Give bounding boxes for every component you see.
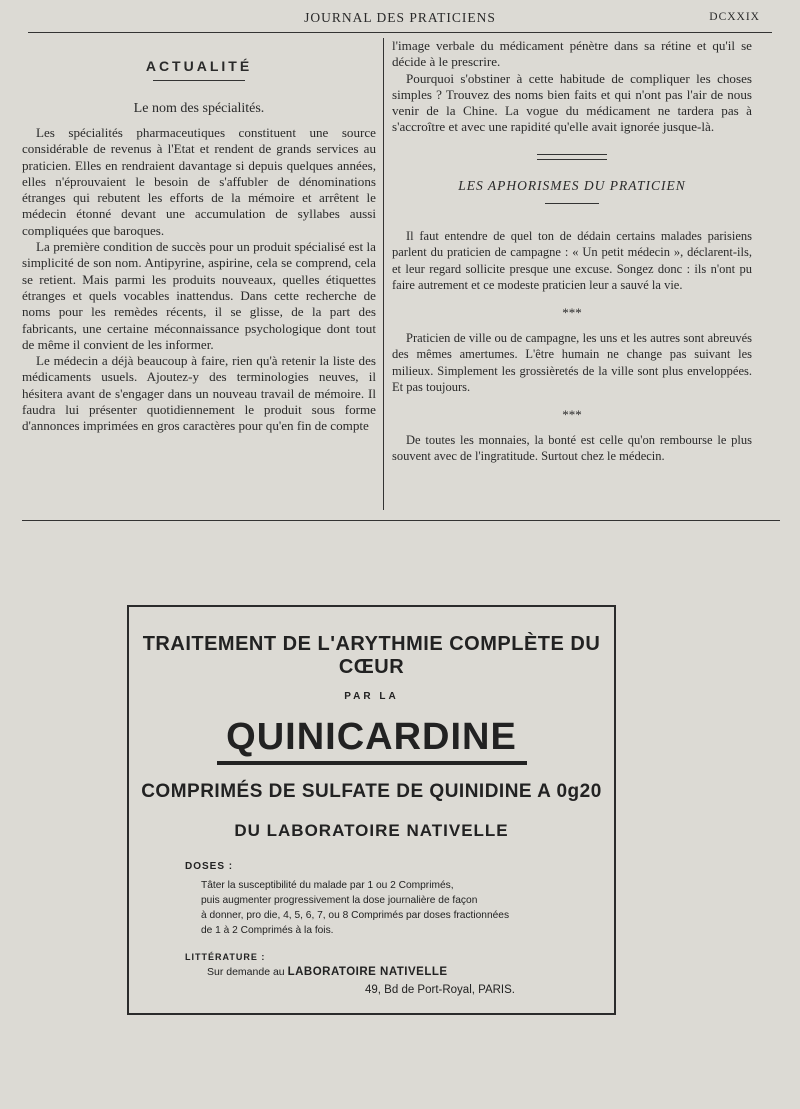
ad-laboratory: DU LABORATOIRE NATIVELLE (234, 821, 509, 840)
ad-dose-line: de 1 à 2 Comprimés à la fois. (201, 925, 334, 936)
header-rule (28, 32, 772, 33)
ad-product-name: QUINICARDINE (226, 716, 517, 758)
ad-dose-line: à donner, pro die, 4, 5, 6, 7, ou 8 Comprimés par doses fractionnées (201, 910, 510, 921)
quinicardine-advertisement (127, 605, 616, 1015)
ad-address: 49, Bd de Port-Royal, PARIS. (365, 984, 515, 996)
aphorisms-title-rule (545, 203, 599, 204)
ad-dose-line: Tâter la susceptibilité du malade par 1 ou 2 Comprimés, (201, 880, 454, 891)
aphorisms-title: LES APHORISMES DU PRATICIEN (458, 177, 686, 193)
ad-product-underline (217, 761, 527, 765)
ad-literature-label: LITTÉRATURE : (185, 952, 266, 962)
kicker-rule (153, 80, 245, 81)
ad-literature-line (207, 966, 614, 978)
left-column (22, 38, 376, 435)
article-continuation: l'image verbale du médicament pénètre dans sa rétine et qu'il se décide à le prescrire. (392, 38, 752, 70)
text-bottom-rule (22, 520, 780, 521)
page-number: DCXXIX (709, 11, 760, 23)
aphorism: Il faut entendre de quel ton de dédain certains malades parisiens parlent du praticien de campagne : « Un petit médecin », déclarent-ils, et leur regard sollicite presque une excuse. Songez donc : ils n'ont pu faire autrement et ce modeste praticien leur a sauvé la vie. (392, 228, 752, 293)
right-column (392, 38, 752, 465)
ad-literature-prefix: Sur demande au (207, 966, 285, 978)
ad-doses-block (185, 861, 614, 996)
article-paragraph: La première condition de succès pour un produit spécialisé est la simplicité de son nom. Antipyrine, aspirine, cela se comprend, cela se retient. Mais parmi les produits nouveaux, quelles étiquettes étranges et quels vocables inattendus. Dans cette recherche de noms pour les remèdes récents, il se glisse, de la part des fabricants, une certaine méconnaissance psychologique dont tout de même il convient de les informer. (22, 239, 376, 352)
journal-title: JOURNAL DES PRATICIENS (304, 10, 496, 25)
ad-doses-label: DOSES : (185, 861, 234, 872)
aphorism: Praticien de ville ou de campagne, les uns et les autres sont abreuvés des mêmes amertumes. L'être humain ne change pas suivant les milieux. Simplement les grossièretés de la ville sont plus enveloppées. Et pas toujours. (392, 330, 752, 395)
aphorism: De toutes les monnaies, la bonté est celle qu'on rembourse le plus souvent avec de l'ingratitude. Surtout chez le médecin. (392, 432, 752, 464)
article-paragraph: Les spécialités pharmaceutiques constituent une source considérable de revenus à l'Etat et rendent de grands services au praticien. Elles en rendraient davantage si depuis quelques années, elles n'éprouvaient le besoin de s'affubler de dénominations étranges qui rebutent les efforts de la mémoire et arrêtent le médecin étonné devant une accumulation de syllabes aussi compliquées que baroques. (22, 125, 376, 238)
article-paragraph: Pourquoi s'obstiner à cette habitude de compliquer les choses simples ? Trouvez des noms bien faits et qui n'ont pas l'air de nous venir de la Chine. La vogue du médicament ne tardera pas à s'accroître et avec une rapidité qu'elle avait ignorée jusque-là. (392, 70, 752, 135)
article-title: Le nom des spécialités. (133, 101, 265, 116)
ad-formula: COMPRIMÉS DE SULFATE DE QUINIDINE A 0g20 (141, 781, 602, 802)
ad-doses-text (201, 878, 614, 938)
article-paragraph: Le médecin a déjà beaucoup à faire, rien qu'à retenir la liste des médicaments usuels. Ajoutez-y des terminologies neuves, il hésitera avant de s'engager dans un nouveau travail de mémoire. Il faudra lui présenter quotidiennement le produit sous forme d'annonces imprimées en gros caractères pour qu'en fin de compte (22, 353, 376, 434)
asterism: *** (562, 406, 582, 422)
ad-literature-lab: LABORATOIRE NATIVELLE (287, 966, 448, 978)
section-kicker: ACTUALITÉ (145, 58, 253, 74)
ad-par-la: PAR LA (344, 691, 399, 702)
column-divider (383, 38, 384, 510)
ad-headline: TRAITEMENT DE L'ARYTHMIE COMPLÈTE DU CŒUR (142, 633, 601, 678)
section-separator (537, 154, 607, 160)
ad-dose-line: puis augmenter progressivement la dose journalière de façon (201, 895, 478, 906)
asterism: *** (562, 304, 582, 320)
